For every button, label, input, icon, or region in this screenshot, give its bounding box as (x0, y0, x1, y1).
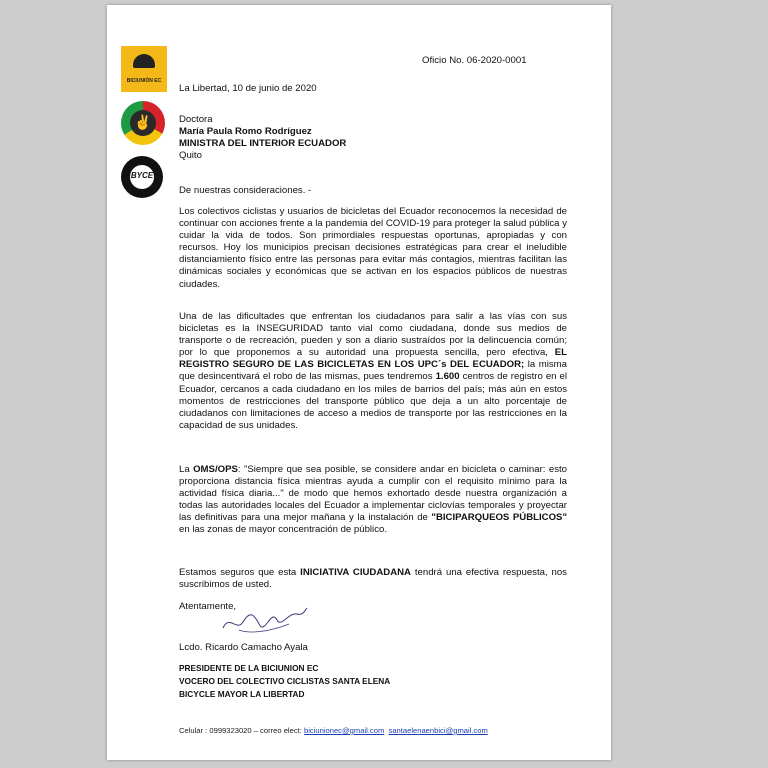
paragraph-4: Estamos seguros que esta INICIATIVA CIUDADANA tendrá una efectiva respuesta, nos suscribimos de usted. (179, 567, 567, 591)
biciunion-logo (121, 46, 167, 92)
signatory-name: Lcdo. Ricardo Camacho Ayala (179, 642, 308, 653)
helmet-icon (133, 54, 155, 68)
registro-seguro-highlight: EL REGISTRO SEGURO DE LAS BICICLETAS EN LOS UPC´s DEL ECUADOR; (179, 347, 567, 371)
paragraph-3: La OMS/OPS: "Siempre que sea posible, se considere andar en bicicleta o caminar: esto proporciona distancia física mientras ayuda a cumplir con el requisito mínimo para la actividad física diaria..." de modo que hemos exhortado desde nuestra organización a todas las autoridades locales del Ecuador a implementar ciclovías temporales y proyectar las definitivas para una mejor mañana y la instalación de "BICIPARQUEOS PÚBLICOS" en las zonas de mayor concentración de público. (179, 464, 567, 536)
biciunion-logo-text: BICIUNIÓN EC (126, 78, 162, 84)
biciparqueos-highlight: "BICIPARQUEOS PÚBLICOS" (431, 512, 567, 524)
recipient-position: MINISTRA DEL INTERIOR ECUADOR (179, 138, 347, 150)
paragraph-1: Los colectivos ciclistas y usuarios de bicicletas del Ecuador reconocemos la necesidad de continuar con acciones frente a la pandemia del COVID-19 para proteger la salud pública y cuidar la vida de todos. Son primordiales respuestas oportunas, apropiadas y con recursos. Hoy los municipios precisan decisiones estratégicas para crear el ineludible distanciamiento físico entre las personas para evitar más contagios, mientras facilitan las dinámicas sociales y económicas que se activan en los espacios públicos de nuestras ciudades. (179, 206, 567, 290)
bicycle-logo-text: BYCE (130, 171, 154, 180)
recipient-city: Quito (179, 150, 202, 162)
oficio-number: Oficio No. 06-2020-0001 (422, 55, 527, 66)
signatory-role-2: VOCERO DEL COLECTIVO CICLISTAS SANTA ELENA (179, 676, 391, 686)
email-link-1[interactable]: biciunionec@gmail.com (303, 726, 385, 735)
place-date: La Libertad, 10 de junio de 2020 (179, 83, 317, 94)
greeting: De nuestras consideraciones. - (179, 185, 312, 196)
santa-elena-logo (121, 101, 165, 145)
centros-count: 1.600 (435, 371, 460, 383)
recipient-title: Doctora (179, 114, 213, 125)
oms-ops-highlight: OMS/OPS (193, 464, 238, 475)
signatory-role-3: BICYCLE MAYOR LA LIBERTAD (179, 689, 305, 699)
signatory-role-1: PRESIDENTE DE LA BICIUNION EC (179, 663, 319, 673)
closing: Atentamente, (179, 601, 237, 612)
paragraph-2: Una de las dificultades que enfrentan los ciudadanos para salir a las vías con sus bicicletas es la INSEGURIDAD tanto vial como ciudadana, donde sus medios de transporte o de recreación, pueden y son a diario sustraídos por la delincuencia común; por lo que proponemos a su autoridad una propuesta sencilla, pero efectiva, EL REGISTRO SEGURO DE LAS BICICLETAS EN LOS UPC´s DEL ECUADOR; la misma que desincentivará el robo de las mismas, pues tendremos 1.600 centros de registro en el Ecuador, cercanos a cada ciudadano en los miles de barrios del país; más aún en estos momentos de restricciones del transporte público que deja a un alto porcentaje de ciudadanos con limitaciones de acceso a medios de transporte por las restricciones en la capacidad de sus unidades. (179, 311, 567, 431)
footer-contact: Celular : 0999323020 – correo elect: biciunionec@gmail.com santaelenaenbici@gmail.com (179, 726, 488, 735)
letter-page (107, 5, 611, 760)
peace-hand-icon: ✌ (134, 114, 152, 130)
recipient-name: María Paula Romo Rodríguez (179, 126, 312, 138)
signatory-roles (179, 662, 390, 701)
recipient-block (179, 114, 346, 162)
email-link-2[interactable]: santaelenaenbici@gmail.com (388, 726, 488, 735)
bicycle-mayor-logo (121, 156, 163, 198)
signature-graphic (219, 602, 309, 636)
iniciativa-highlight: INICIATIVA CIUDADANA (300, 567, 411, 578)
